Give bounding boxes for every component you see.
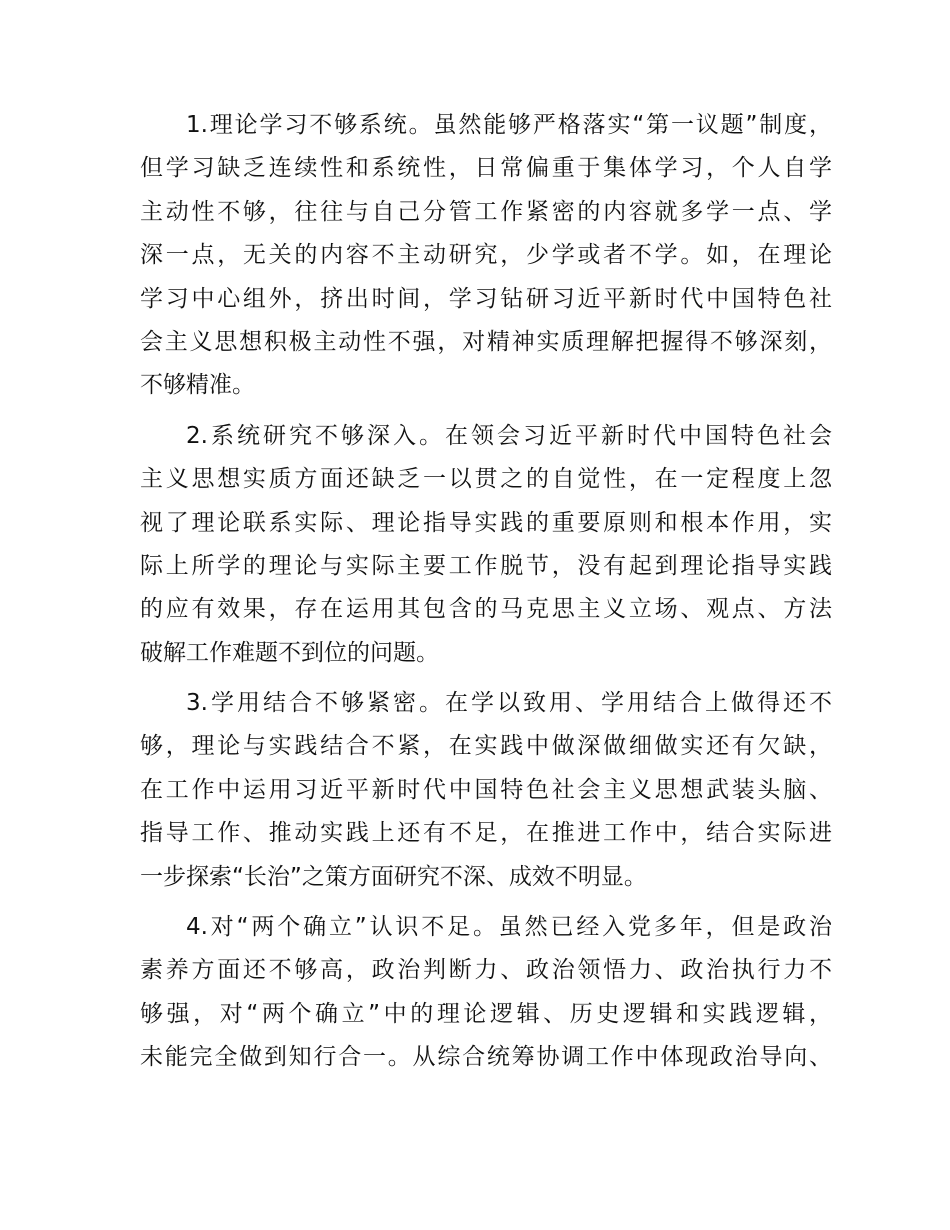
- paragraph-line: 素养方面还不够高，政治判断力、政治领悟力、政治执行力不: [140, 957, 832, 984]
- paragraph-line: 主义思想实质方面还缺乏一以贯之的自觉性，在一定程度上忽: [140, 466, 832, 493]
- paragraph-line: 会主义思想积极主动性不强，对精神实质理解把握得不够深刻，: [140, 328, 832, 355]
- paragraph-line: 1.理论学习不够系统。虽然能够严格落实“第一议题”制度，: [186, 112, 832, 138]
- paragraph-line: 在工作中运用习近平新时代中国特色社会主义思想武装头脑、: [140, 776, 832, 803]
- paragraph-line: 4.对“两个确立”认识不足。虽然已经入党多年，但是政治: [186, 914, 832, 941]
- paragraph-4: [140, 906, 832, 1080]
- paragraph-line: 不够精准。: [140, 372, 255, 399]
- paragraph-line: 2.系统研究不够深入。在领会习近平新时代中国特色社会: [186, 422, 832, 449]
- paragraph-line: 指导工作、推动实践上还有不足，在推进工作中，结合实际进: [140, 820, 832, 847]
- document-body: [140, 104, 832, 1080]
- paragraph-line: 够强，对“两个确立”中的理论逻辑、历史逻辑和实践逻辑，: [140, 1000, 832, 1027]
- paragraph-line: 际上所学的理论与实际主要工作脱节，没有起到理论指导实践: [140, 552, 832, 579]
- paragraph-spacer: [140, 408, 832, 415]
- paragraph-line: 深一点，无关的内容不主动研究，少学或者不学。如，在理论: [140, 242, 832, 269]
- paragraph-line: 主动性不够，往往与自己分管工作紧密的内容就多学一点、学: [140, 198, 832, 225]
- paragraph-spacer: [140, 675, 832, 682]
- paragraph-line: 学习中心组外，挤出时间，学习钻研习近平新时代中国特色社: [140, 285, 832, 312]
- paragraph-line: 但学习缺乏连续性和系统性，日常偏重于集体学习，个人自学: [140, 155, 832, 182]
- paragraph-spacer: [140, 899, 832, 906]
- paragraph-line: 3.学用结合不够紧密。在学以致用、学用结合上做得还不: [186, 690, 832, 717]
- paragraph-1: [140, 104, 832, 408]
- paragraph-line: 视了理论联系实际、理论指导实践的重要原则和根本作用，实: [140, 509, 832, 536]
- paragraph-line: 未能完全做到知行合一。从综合统筹协调工作中体现政治导向、: [140, 1044, 832, 1071]
- paragraph-line: 的应有效果，存在运用其包含的马克思主义立场、观点、方法: [140, 596, 832, 623]
- paragraph-3: [140, 682, 832, 899]
- paragraph-line: 够，理论与实践结合不紧，在实践中做深做细做实还有欠缺，: [140, 733, 832, 760]
- paragraph-2: [140, 415, 832, 675]
- paragraph-line: 一步探索“长治”之策方面研究不深、成效不明显。: [140, 863, 647, 890]
- paragraph-line: 破解工作难题不到位的问题。: [140, 639, 439, 666]
